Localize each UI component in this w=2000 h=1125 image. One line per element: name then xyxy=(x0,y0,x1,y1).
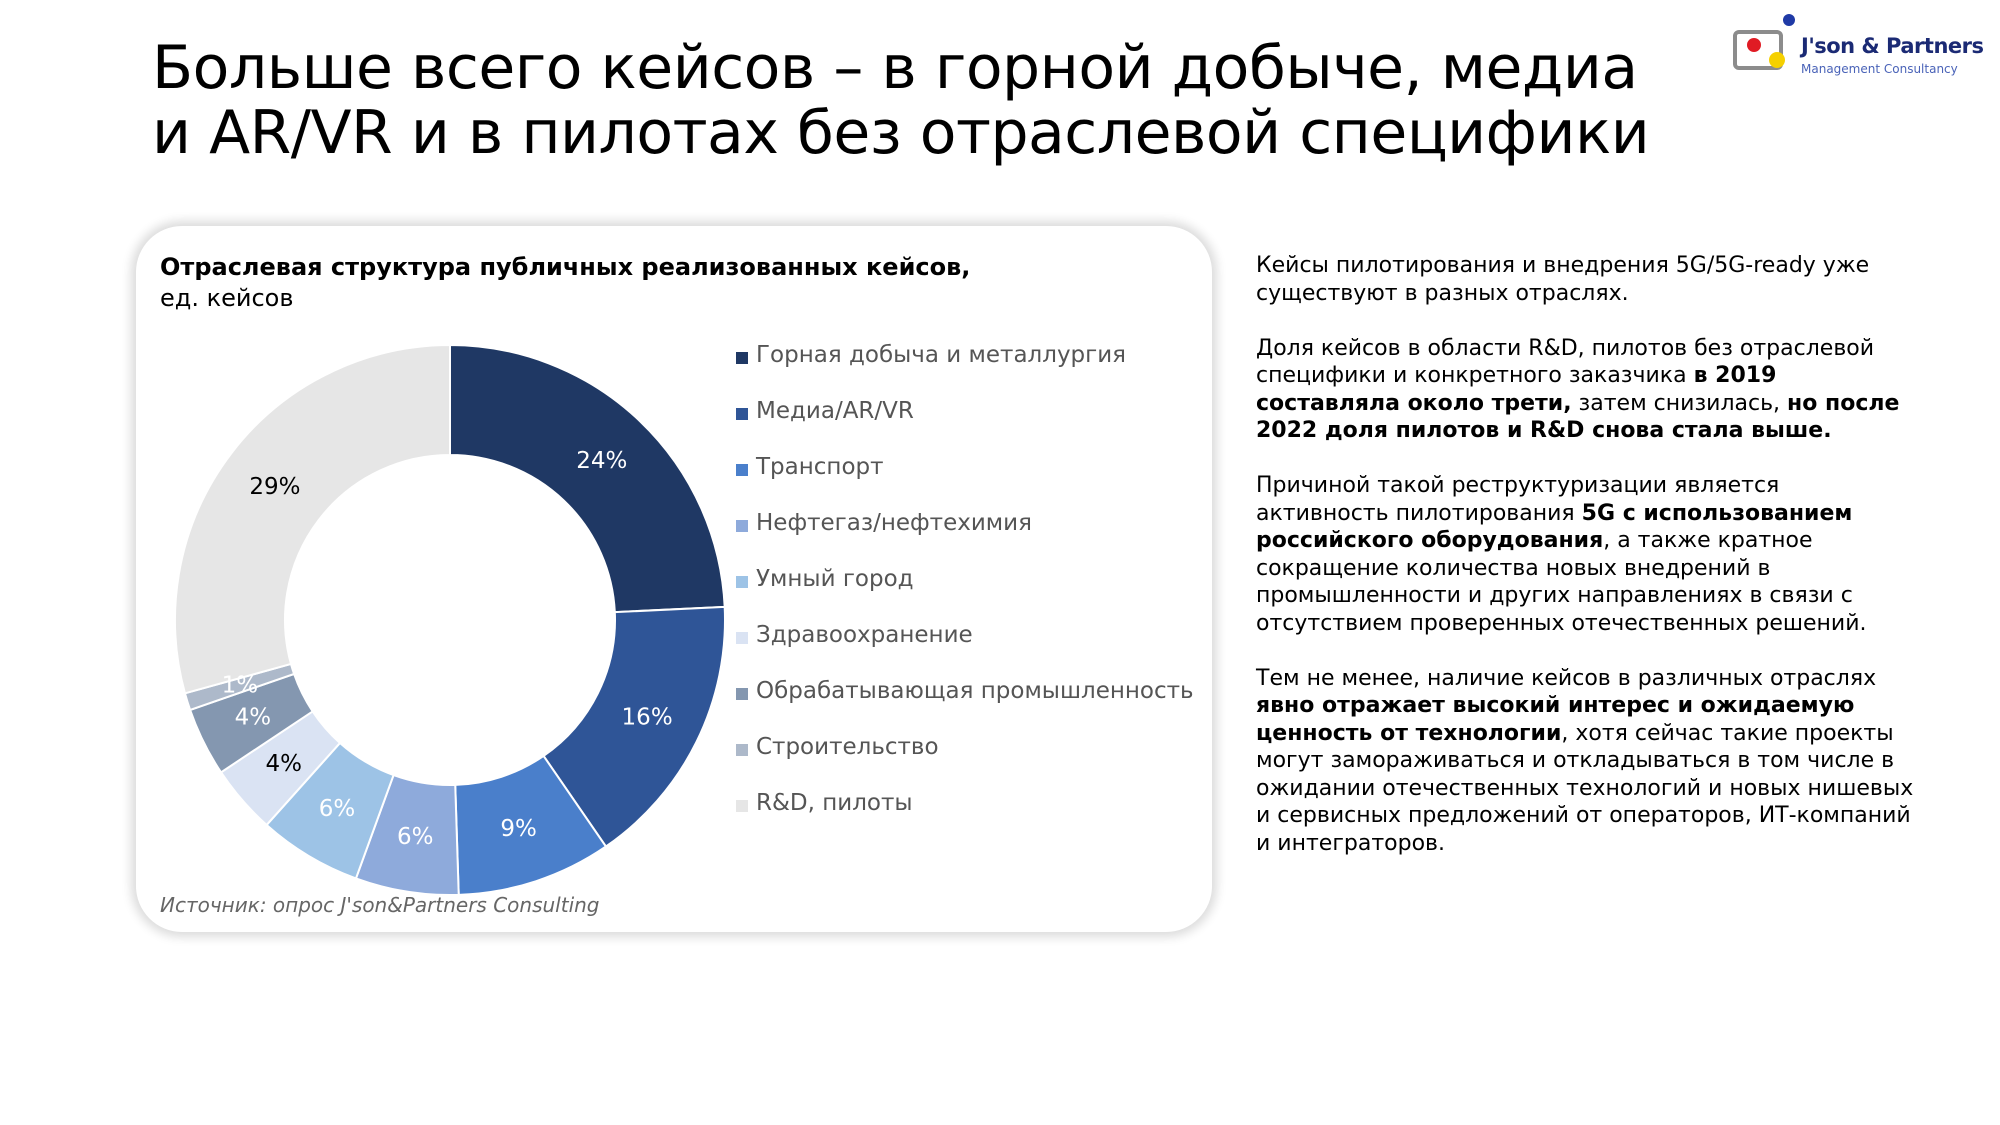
paragraph-4-bold: явно отражает высокий интерес и ожидаемую ценность от технологии xyxy=(1256,693,1855,746)
donut-slices xyxy=(175,345,725,895)
paragraph-2 xyxy=(1256,335,1916,445)
legend-item-1 xyxy=(736,342,1194,398)
donut-slice-1 xyxy=(450,345,725,612)
legend-label-5: Умный город xyxy=(756,566,914,592)
legend-label-7: Обрабатывающая промышленность xyxy=(756,678,1194,704)
chart-title xyxy=(160,252,1160,314)
chart-title-main: Отраслевая структура публичных реализованных кейсов, xyxy=(160,253,971,281)
page-title-line-1: Больше всего кейсов – в горной добыче, медиа xyxy=(152,33,1638,103)
paragraph-3-text-b: , а также кратное сокращение количества новых внедрений в промышленности и других направлениях в связи с отсутствием проверенных отечественных решений. xyxy=(1256,528,1867,636)
legend-label-6: Здравоохранение xyxy=(756,622,973,648)
legend-item-3 xyxy=(736,454,1194,510)
donut-slice-label-7: 4% xyxy=(234,704,272,731)
donut-chart xyxy=(160,330,740,910)
chart-source: Источник: опрос J'son&Partners Consulting xyxy=(160,893,600,917)
legend-item-7 xyxy=(736,678,1194,734)
paragraph-1-text: Кейсы пилотирования и внедрения 5G/5G-ready уже существуют в разных отраслях. xyxy=(1256,253,1870,306)
legend-swatch-5 xyxy=(736,576,748,588)
page-title-line-2: и AR/VR и в пилотах без отраслевой специфики xyxy=(152,98,1650,168)
paragraph-3 xyxy=(1256,472,1916,637)
paragraph-2-text-a: Доля кейсов в области R&D, пилотов без отраслевой специфики и конкретного заказчика xyxy=(1256,335,1875,388)
donut-slice-label-8: 1% xyxy=(221,672,259,699)
logo-brand-name: J'son & Partners xyxy=(1801,34,1984,58)
legend-swatch-6 xyxy=(736,632,748,644)
legend-item-2 xyxy=(736,398,1194,454)
legend-swatch-9 xyxy=(736,800,748,812)
donut-slice-label-5: 6% xyxy=(318,795,356,822)
donut-slice-label-6: 4% xyxy=(265,751,302,778)
paragraph-3-text-a: Причиной такой реструктуризации является активность пилотирования xyxy=(1256,473,1780,526)
legend-label-9: R&D, пилоты xyxy=(756,790,913,816)
chart-subtitle: ед. кейсов xyxy=(160,284,294,312)
legend-swatch-7 xyxy=(736,688,748,700)
legend-label-8: Строительство xyxy=(756,734,939,760)
donut-slice-label-1: 24% xyxy=(576,447,628,474)
paragraph-3-bold: 5G с использованием российского оборудования xyxy=(1256,500,1853,553)
paragraph-4-text-a: Тем не менее, наличие кейсов в различных отраслях xyxy=(1256,665,1877,691)
legend-item-8 xyxy=(736,734,1194,790)
paragraph-4-text-b: , хотя сейчас такие проекты могут замораживаться и откладываться в том числе в ожидании отечественных технологий и новых нишевых и сервисных предложений от операторов, ИТ-компаний и интеграторов. xyxy=(1256,720,1914,856)
legend-swatch-2 xyxy=(736,408,748,420)
commentary-text xyxy=(1256,252,1916,885)
legend-label-2: Медиа/AR/VR xyxy=(756,398,914,424)
company-logo xyxy=(1733,10,1993,80)
paragraph-2-text-b: затем снизилась, xyxy=(1571,390,1788,416)
donut-slice-label-4: 6% xyxy=(396,824,434,851)
donut-slice-9 xyxy=(175,345,450,693)
legend-item-5 xyxy=(736,566,1194,622)
donut-slice-label-3: 9% xyxy=(500,816,537,843)
legend-label-3: Транспорт xyxy=(756,454,884,480)
legend-swatch-3 xyxy=(736,464,748,476)
page-title xyxy=(152,33,1712,168)
paragraph-1 xyxy=(1256,252,1916,307)
legend-label-1: Горная добыча и металлургия xyxy=(756,342,1127,368)
logo-yellow-dot xyxy=(1769,52,1785,68)
paragraph-2-bold-a: в 2019 составляла около трети, xyxy=(1256,363,1777,416)
paragraph-4 xyxy=(1256,665,1916,858)
chart-legend xyxy=(736,342,1194,846)
legend-label-4: Нефтегаз/нефтехимия xyxy=(756,510,1032,536)
paragraph-2-bold-b: но после 2022 доля пилотов и R&D снова стала выше. xyxy=(1256,390,1900,443)
donut-slice-label-2: 16% xyxy=(621,704,673,731)
legend-item-4 xyxy=(736,510,1194,566)
legend-item-6 xyxy=(736,622,1194,678)
legend-swatch-8 xyxy=(736,744,748,756)
logo-tagline: Management Consultancy xyxy=(1801,62,1958,76)
legend-swatch-1 xyxy=(736,352,748,364)
donut-slice-label-9: 29% xyxy=(249,473,301,500)
legend-item-9 xyxy=(736,790,1194,846)
legend-swatch-4 xyxy=(736,520,748,532)
logo-red-dot xyxy=(1747,38,1761,52)
logo-blue-dot xyxy=(1783,14,1795,26)
